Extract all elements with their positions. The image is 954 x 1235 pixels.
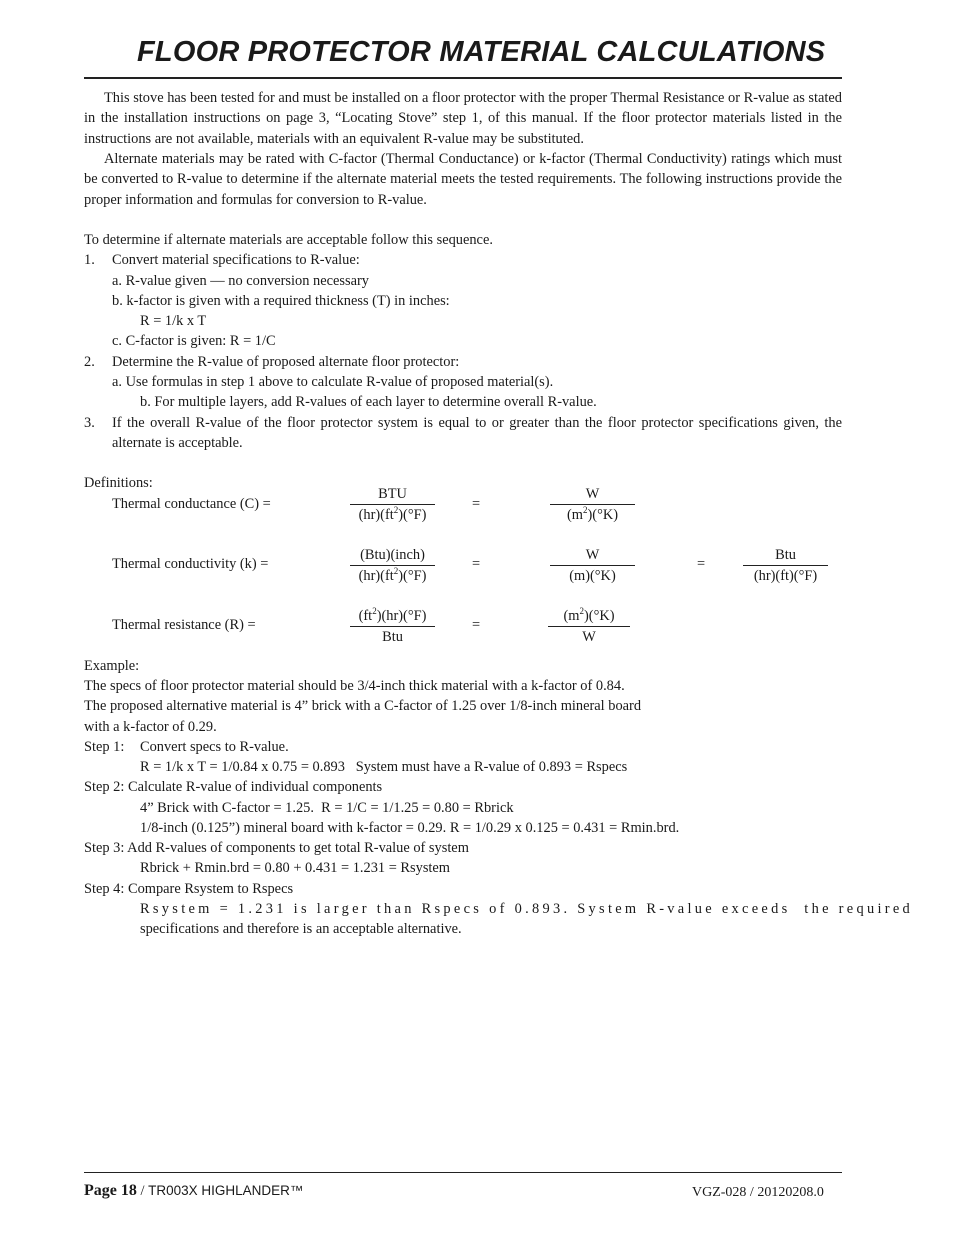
step-2-text: Determine the R-value of proposed alternate floor protector:	[112, 354, 460, 370]
resistance-imperial-denominator: Btu	[382, 629, 403, 645]
example-line-3: with a k-factor of 0.29.	[84, 719, 217, 735]
conductance-imperial-fraction	[350, 485, 435, 524]
intro-paragraph-1: This stove has been tested for and must be installed on a floor protector with the proper Thermal Resistance or R-value as stated in the installation instructions on page 3, “Locating Stove” step 1, of this manual. If the floor protector materials listed in the instructions are not available, materials with an equivalent R-value may be substituted.	[84, 90, 842, 147]
conductivity-per-foot-denominator: (hr)(ft)(°F)	[753, 568, 818, 584]
step-1c-text: c. C-factor is given: R = 1/C	[112, 333, 276, 349]
intro-paragraph-2: Alternate materials may be rated with C-factor (Thermal Conductance) or k-factor (Thermal Conductivity) ratings which must be converted to R-value to determine if the alternate material meets the tested requirements. The following instructions provide the proper information and formulas for conversion to R-value.	[84, 151, 842, 208]
sequence-lead: To determine if alternate materials are acceptable follow this sequence.	[84, 232, 493, 248]
conductivity-metric-fraction	[550, 546, 635, 585]
example-step-2-text: Step 2: Calculate R-value of individual components	[84, 779, 383, 795]
example-step-3-calc: Rbrick + Rmin.brd = 0.80 + 0.431 = 1.231 = Rsystem	[140, 860, 451, 876]
resistance-metric-numerator: $(m^2)(^\circ K)$	[548, 607, 630, 627]
resistance-equals: =	[472, 617, 481, 633]
conductance-equals: =	[472, 496, 481, 512]
resistance-imperial-numerator: $(ft^2)(hr)(^\circ F)$	[350, 607, 435, 627]
example-step-2-board: 1/8-inch (0.125”) mineral board with k-factor = 0.29. R = 1/0.29 x 0.125 = 0.431 = Rmin.brd.	[140, 820, 680, 836]
step-2-number: 2.	[84, 354, 95, 370]
resistance-label: Thermal resistance (R) =	[112, 617, 256, 633]
conductance-metric-fraction	[550, 485, 635, 524]
example-step-1-text: Convert specs to R-value.	[140, 739, 289, 755]
step-2a-text: a. Use formulas in step 1 above to calculate R-value of proposed material(s).	[112, 374, 554, 390]
conductivity-imperial-denominator: $(hr)(ft^2)(^\circ F)$	[358, 566, 427, 584]
resistance-metric-fraction	[548, 607, 630, 646]
step-1a-text: a. R-value given — no conversion necessary	[112, 273, 369, 289]
conductance-imperial-numerator: BTU	[350, 485, 435, 505]
footer-product-name: TR003X HIGHLANDER™	[148, 1183, 304, 1198]
example-line-1: The specs of floor protector material should be 3/4-inch thick material with a k-factor of 0.84.	[84, 678, 625, 694]
step-1b-formula: R = 1/k x T	[140, 313, 207, 329]
example-step-4-result-line-2: specifications and therefore is an acceptable alternative.	[140, 921, 462, 937]
example-step-2-brick: 4” Brick with C-factor = 1.25. R = 1/C = 1/1.25 = 0.80 = Rbrick	[140, 800, 514, 816]
footer-document-code: VGZ-028 / 20120208.0	[692, 1185, 824, 1200]
example-step-1-calc: R = 1/k x T = 1/0.84 x 0.75 = 0.893 System must have a R-value of 0.893 = Rspecs	[140, 759, 628, 775]
step-2b-text: b. For multiple layers, add R-values of each layer to determine overall R-value.	[140, 394, 597, 410]
footer-page-number: Page 18	[84, 1182, 137, 1199]
step-1b-text: b. k-factor is given with a required thickness (T) in inches:	[112, 293, 450, 309]
footer-divider	[84, 1172, 842, 1173]
example-step-4-result-line-1: Rsystem = 1.231 is larger than Rspecs of 0.893. System R-value exceeds the required	[140, 901, 914, 917]
step-3-number: 3.	[84, 415, 95, 431]
example-step-4-text: Step 4: Compare Rsystem to Rspecs	[84, 881, 294, 897]
example-heading: Example:	[84, 658, 140, 674]
footer-separator: /	[136, 1183, 149, 1199]
conductance-label: Thermal conductance (C) =	[112, 496, 271, 512]
conductivity-equals-2: =	[697, 556, 706, 572]
conductance-imperial-denominator: $(hr)(ft^2)(^\circ F)$	[358, 505, 427, 523]
conductivity-per-foot-numerator: Btu	[743, 546, 828, 566]
conductivity-per-foot-fraction	[743, 546, 828, 585]
conductivity-equals-1: =	[472, 556, 481, 572]
conductance-metric-numerator: W	[550, 485, 635, 505]
resistance-imperial-fraction	[350, 607, 435, 646]
resistance-metric-denominator: W	[582, 629, 596, 645]
conductivity-imperial-fraction	[350, 546, 435, 585]
example-line-2: The proposed alternative material is 4” brick with a C-factor of 1.25 over 1/8-inch mineral board	[84, 698, 642, 714]
conductivity-metric-numerator: W	[550, 546, 635, 566]
example-step-3-text: Step 3: Add R-values of components to get total R-value of system	[84, 840, 469, 856]
example-step-1-label: Step 1:	[84, 739, 125, 755]
page-title: FLOOR PROTECTOR MATERIAL CALCULATIONS	[137, 36, 826, 68]
footer-left	[84, 1181, 303, 1201]
step-1-number: 1.	[84, 252, 95, 268]
step-1-text: Convert material specifications to R-value:	[112, 252, 360, 268]
conductance-metric-denominator: $(m^2)(^\circ K)$	[566, 505, 619, 523]
conductivity-metric-denominator: (m)(°K)	[569, 568, 616, 584]
conductivity-imperial-numerator: (Btu)(inch)	[350, 546, 435, 566]
conductivity-label: Thermal conductivity (k) =	[112, 556, 269, 572]
step-3-text: If the overall R-value of the floor protector system is equal to or greater than the floor protector specifications given, the alternate is acceptable.	[112, 415, 842, 452]
definitions-heading: Definitions:	[84, 475, 153, 491]
title-divider	[84, 77, 842, 79]
